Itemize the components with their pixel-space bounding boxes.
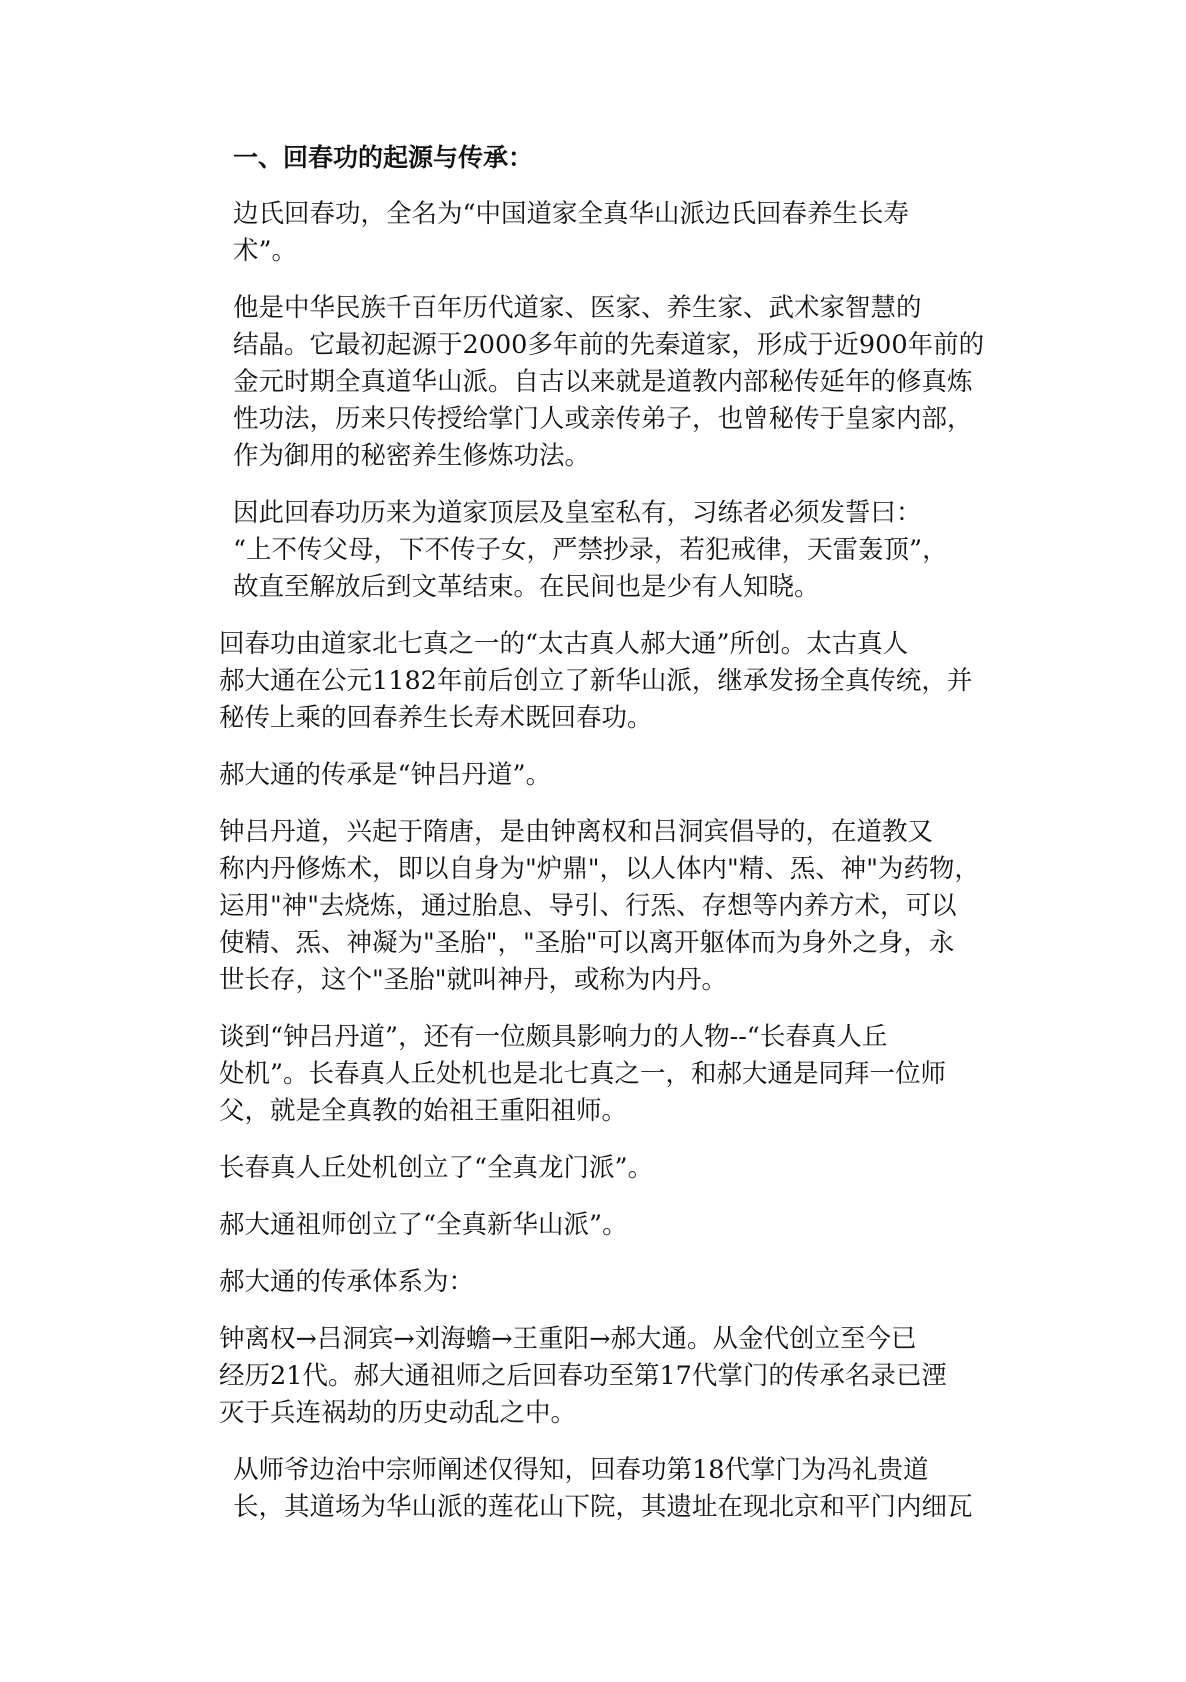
text-line: 钟离权→吕洞宾→刘海蟾→王重阳→郝大通。从金代创立至今已 [219, 1324, 917, 1354]
paragraph-list [177, 196, 1027, 1526]
body-paragraph [177, 1321, 1027, 1432]
text-line: 从师爷边治中宗师阐述仅得知，回春功第18代掌门为冯礼贵道 [233, 1455, 929, 1485]
text-line: 金元时期全真道华山派。自古以来就是道教内部秘传延年的修真炼 [233, 367, 973, 397]
text-line: 因此回春功历来为道家顶层及皇室私有，习练者必须发誓曰： [233, 498, 922, 528]
section-heading: 一、回春功的起源与传承： [233, 143, 534, 172]
text-line: 处机”。长春真人丘处机也是北七真之一，和郝大通是同拜一位师 [219, 1059, 947, 1089]
text-line: 长，其道场为华山派的莲花山下院，其遗址在现北京和平门内细瓦 [233, 1492, 973, 1522]
text-line: 秘传上乘的回春养生长寿术既回春功。 [219, 703, 653, 733]
body-paragraph [177, 1264, 1027, 1301]
text-line: 使精、炁、神凝为"圣胎"，"圣胎"可以离开躯体而为身外之身，永 [219, 928, 955, 958]
body-paragraph [177, 196, 1027, 270]
text-line: 称内丹修炼术，即以自身为"炉鼎"，以人体内"精、炁、神"为药物， [219, 854, 980, 884]
body-paragraph [177, 1452, 1027, 1526]
text-line: 运用"神"去烧炼，通过胎息、导引、行炁、存想等内养方术，可以 [219, 891, 957, 921]
text-line: 长春真人丘处机创立了“全真龙门派”。 [219, 1153, 654, 1183]
body-paragraph [177, 757, 1027, 794]
text-line: 父，就是全真教的始祖王重阳祖师。 [219, 1096, 628, 1126]
text-line: 经历21代。郝大通祖师之后回春功至第17代掌门的传承名录已湮 [219, 1361, 947, 1391]
text-line: 灭于兵连祸劫的历史动乱之中。 [219, 1398, 577, 1428]
body-paragraph [177, 1019, 1027, 1130]
text-line: 回春功由道家北七真之一的“太古真人郝大通”所创。太古真人 [219, 629, 909, 659]
text-line: 郝大通在公元1182年前后创立了新华山派，继承发扬全真传统，并 [219, 666, 973, 696]
body-paragraph [177, 495, 1027, 606]
text-line: 谈到“钟吕丹道”，还有一位颇具影响力的人物--“长春真人丘 [219, 1022, 888, 1052]
text-line: 钟吕丹道，兴起于隋唐，是由钟离权和吕洞宾倡导的，在道教又 [219, 817, 934, 847]
text-line: “上不传父母，下不传子女，严禁抄录，若犯戒律，天雷轰顶”， [233, 535, 948, 565]
text-line: 作为御用的秘密养生修炼功法。 [233, 441, 591, 471]
text-line: 郝大通祖师创立了“全真新华山派”。 [219, 1210, 628, 1240]
text-line: 边氏回春功，全名为“中国道家全真华山派边氏回春养生长寿 [233, 199, 910, 229]
text-line: 世长存，这个"圣胎"就叫神丹，或称为内丹。 [219, 965, 727, 995]
text-line: 郝大通的传承体系为： [219, 1267, 475, 1297]
document-body [177, 140, 1027, 1546]
text-line: 郝大通的传承是“钟吕丹道”。 [219, 760, 552, 790]
text-line: 性功法，历来只传授给掌门人或亲传弟子，也曾秘传于皇家内部， [233, 404, 973, 434]
body-paragraph [177, 814, 1027, 999]
body-paragraph [177, 626, 1027, 737]
body-paragraph [177, 1150, 1027, 1187]
body-paragraph [177, 290, 1027, 475]
text-line: 术”。 [233, 236, 298, 266]
body-paragraph [177, 1207, 1027, 1244]
text-line: 他是中华民族千百年历代道家、医家、养生家、武术家智慧的 [233, 293, 922, 323]
text-line: 结晶。它最初起源于2000多年前的先秦道家，形成于近900年前的 [233, 330, 985, 360]
text-line: 故直至解放后到文革结束。在民间也是少有人知晓。 [233, 572, 820, 602]
